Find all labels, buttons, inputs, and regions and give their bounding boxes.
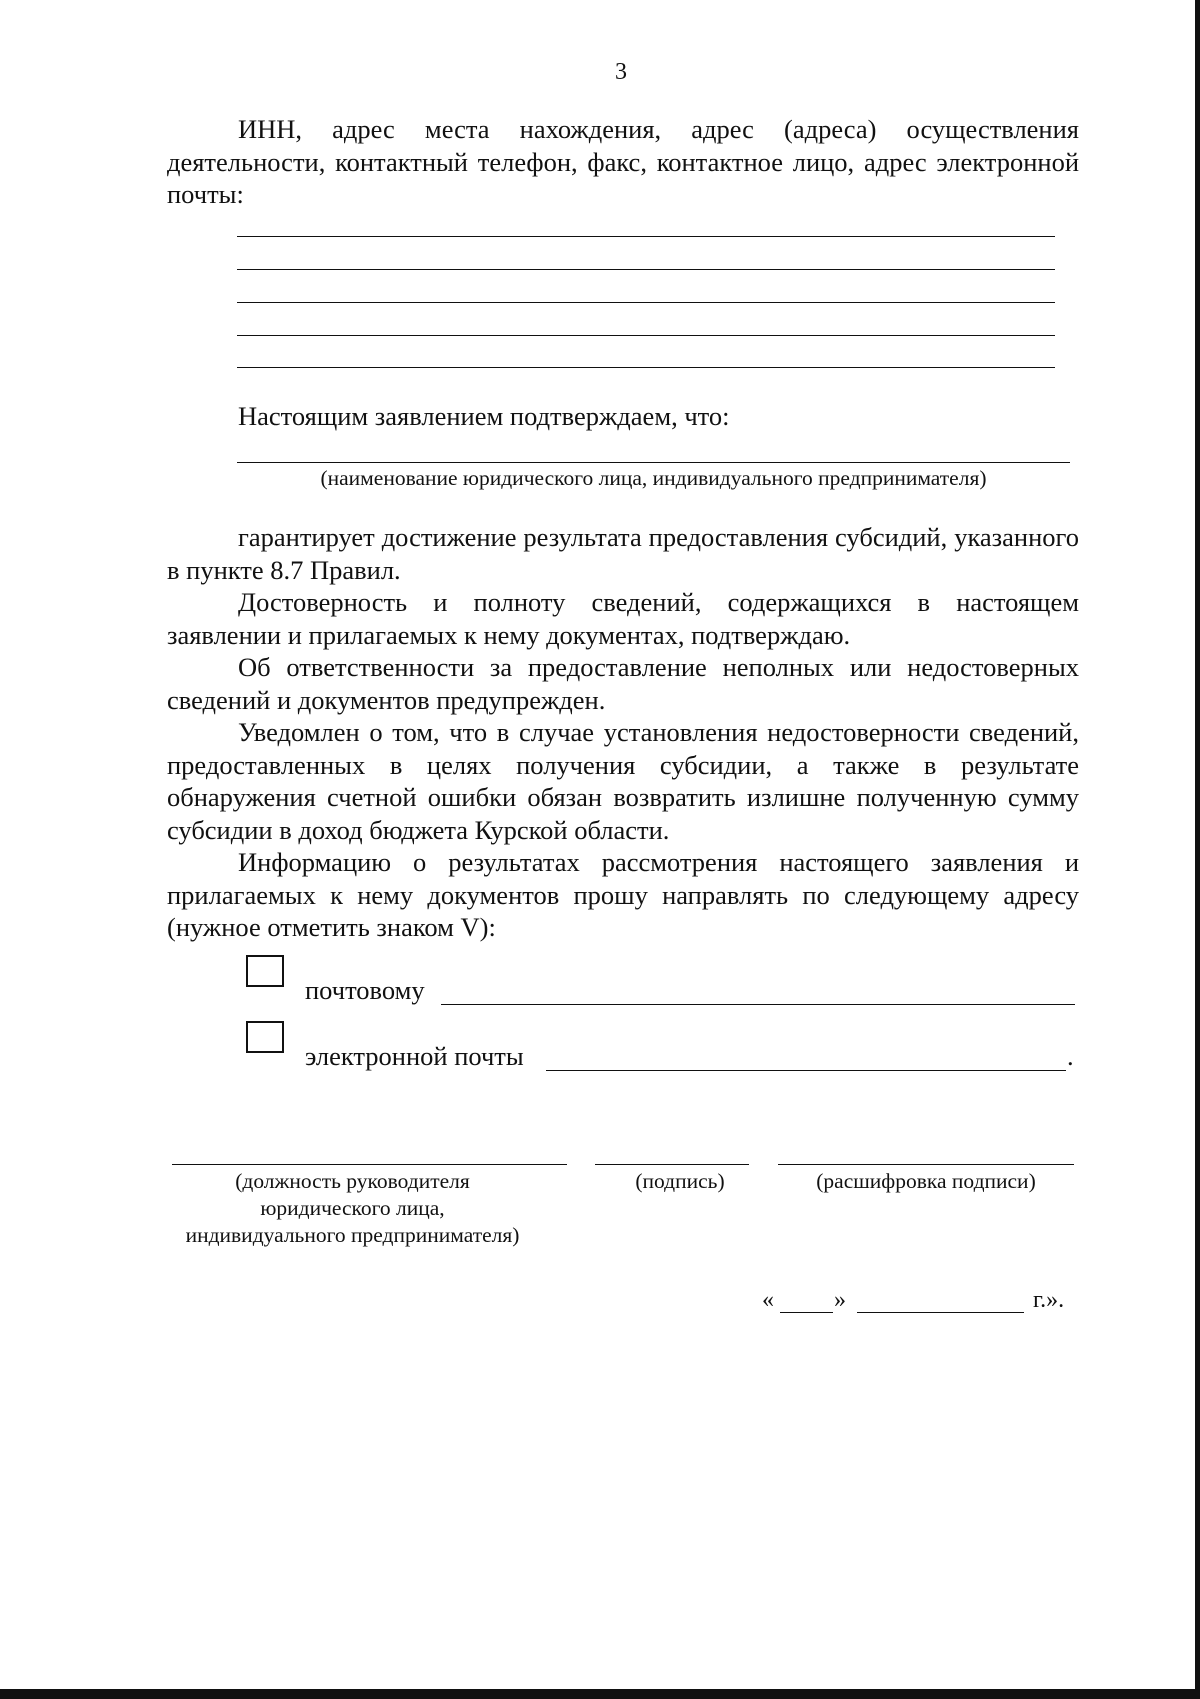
email-label: электронной почты [305,1041,524,1071]
entity-name-fill-line[interactable] [237,462,1070,463]
date-open-quote: « [762,1287,774,1313]
scan-right-edge [1195,0,1200,1699]
position-fill-line[interactable] [172,1164,567,1165]
contact-fill-line-1[interactable] [237,236,1055,237]
contact-fill-line-3[interactable] [237,302,1055,303]
scan-bottom-edge [0,1689,1200,1699]
postal-address-fill-line[interactable] [441,1004,1075,1005]
intro-paragraph: ИНН, адрес места нахождения, адрес (адреса) осуществления деятельности, контактный телефон, факс, контактное лицо, адрес электронной почты: [167,114,1079,209]
date-year-suffix: г.». [1033,1287,1065,1313]
confirmation-heading: Настоящим заявлением подтверждаем, что: [238,401,730,431]
statement-guarantee: гарантирует достижение результата предоставления субсидий, указанного в пункте 8.7 Правил. [167,522,1079,585]
email-line-end: . [1067,1041,1074,1071]
date-month-fill-line[interactable] [857,1312,1024,1313]
signature-decoding-caption: (расшифровка подписи) [816,1169,1036,1193]
statement-accuracy: Достоверность и полноту сведений, содержащихся в настоящем заявлении и прилагаемых к нему документах, подтверждаю. [167,587,1079,650]
postal-checkbox[interactable] [246,955,284,987]
position-caption-line-1: (должность руководителя [235,1169,470,1193]
email-checkbox[interactable] [246,1021,284,1053]
page-number: 3 [615,59,627,85]
statement-responsibility: Об ответственности за предоставление неполных или недостоверных сведений и документов предупрежден. [167,652,1079,715]
date-close-quote: » [834,1287,846,1313]
statement-refund: Уведомлен о том, что в случае установления недостоверности сведений, предоставленных в целях получения субсидии, а также в результате обнаружения счетной ошибки обязан возвратить излишне полученную сумму субсидии в доход бюджета Курской области. [167,717,1079,845]
position-caption-line-2: юридического лица, [260,1196,445,1220]
statement-delivery: Информацию о результатах рассмотрения настоящего заявления и прилагаемых к нему документов прошу направлять по следующему адресу (нужное отметить знаком V): [167,847,1079,942]
contact-fill-line-2[interactable] [237,269,1055,270]
contact-fill-line-5[interactable] [237,367,1055,368]
date-day-fill-line[interactable] [780,1312,833,1313]
signature-fill-line[interactable] [595,1164,749,1165]
signature-caption: (подпись) [635,1169,725,1193]
contact-fill-line-4[interactable] [237,335,1055,336]
signature-decoding-fill-line[interactable] [778,1164,1074,1165]
position-caption-line-3: индивидуального предпринимателя) [185,1223,520,1247]
entity-name-caption: (наименование юридического лица, индивидуального предпринимателя) [320,466,987,490]
postal-label: почтовому [305,975,425,1005]
email-address-fill-line[interactable] [546,1070,1066,1071]
